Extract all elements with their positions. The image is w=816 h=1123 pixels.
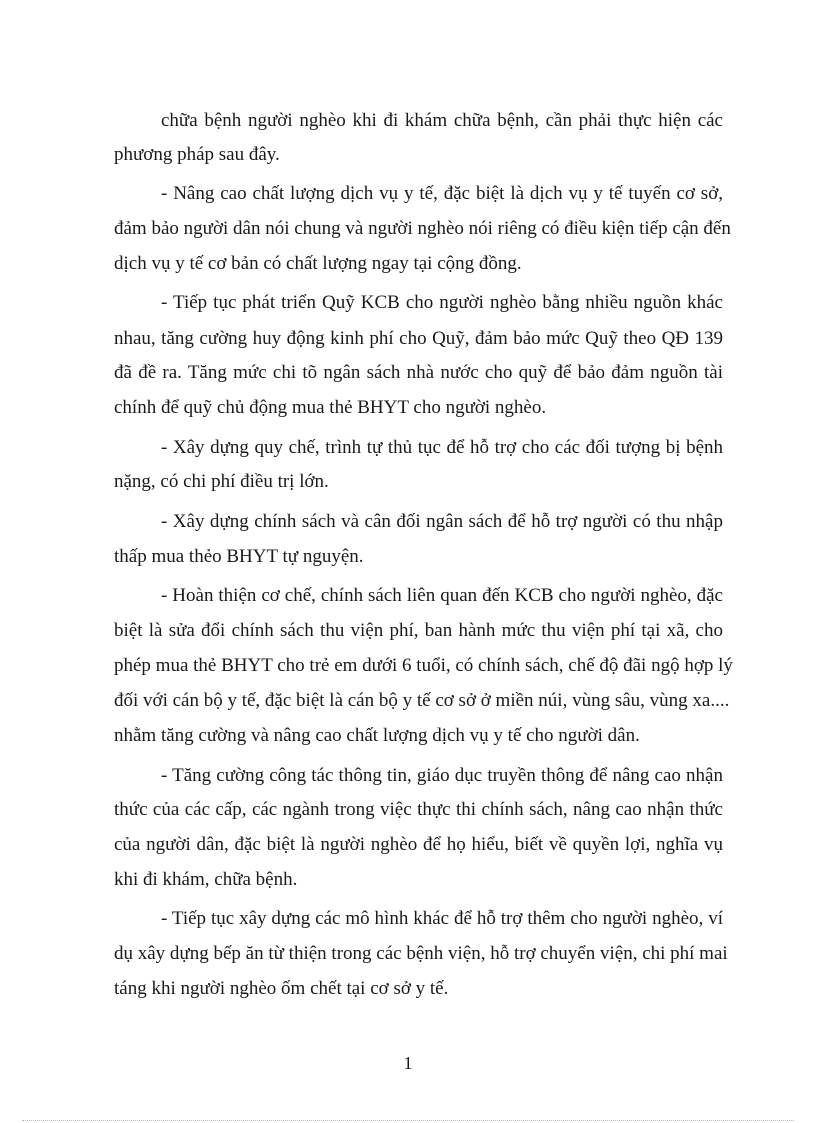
text-line: dịch vụ y tế cơ bản có chất lượng ngay tại cộng đồng.: [114, 253, 522, 274]
page-number: 1: [403, 1053, 413, 1073]
text-line: chữa bệnh người nghèo khi đi khám chữa bệnh, cần phải thực hiện các: [161, 110, 723, 131]
text-line: thức của các cấp, các ngành trong việc thực thi chính sách, nâng cao nhận thức: [114, 799, 723, 820]
text-line: thấp mua thẻo BHYT tự nguyện.: [114, 546, 364, 567]
text-line: - Tiếp tục xây dựng các mô hình khác để hỗ trợ thêm cho người nghèo, ví: [161, 908, 723, 929]
text-line: táng khi người nghèo ốm chết tại cơ sở y tế.: [114, 978, 449, 999]
text-line: chính để quỹ chủ động mua thẻ BHYT cho người nghèo.: [114, 397, 547, 418]
text-line: đảm bảo người dân nói chung và người nghèo nói riêng có điều kiện tiếp cận đến: [114, 218, 731, 239]
text-line: - Xây dựng chính sách và cân đối ngân sách để hỗ trợ người có thu nhập: [161, 511, 723, 532]
text-line: nặng, có chi phí điều trị lớn.: [114, 471, 329, 492]
page-bottom-divider: [22, 1120, 794, 1121]
text-line: - Tiếp tục phát triển Quỹ KCB cho người nghèo bằng nhiều nguồn khác: [161, 292, 723, 313]
text-line: khi đi khám, chữa bệnh.: [114, 869, 298, 890]
text-line: phương pháp sau đây.: [114, 144, 280, 165]
text-line: nhằm tăng cường và nâng cao chất lượng dịch vụ y tế cho người dân.: [114, 725, 640, 746]
text-line: - Hoàn thiện cơ chế, chính sách liên quan đến KCB cho người nghèo, đặc: [161, 585, 723, 606]
text-line: nhau, tăng cường huy động kinh phí cho Quỹ, đảm bảo mức Quỹ theo QĐ 139: [114, 328, 723, 349]
text-line: của người dân, đặc biệt là người nghèo để họ hiểu, biết về quyền lợi, nghĩa vụ: [114, 834, 723, 855]
text-line: đối với cán bộ y tế, đặc biệt là cán bộ y tế cơ sở ở miền núi, vùng sâu, vùng xa....: [114, 690, 730, 711]
text-line: dụ xây dựng bếp ăn từ thiện trong các bệnh viện, hỗ trợ chuyển viện, chi phí mai: [114, 943, 728, 964]
text-line: đã đề ra. Tăng mức chi tõ ngân sách nhà nước cho quỹ để bảo đảm nguồn tài: [114, 362, 723, 383]
text-line: - Tăng cường công tác thông tin, giáo dục truyền thông để nâng cao nhận: [161, 765, 723, 786]
text-line: phép mua thẻ BHYT cho trẻ em dưới 6 tuổi, có chính sách, chế độ đãi ngộ hợp lý: [114, 655, 733, 676]
text-line: - Nâng cao chất lượng dịch vụ y tế, đặc biệt là dịch vụ y tế tuyến cơ sở,: [161, 183, 723, 204]
text-line: biệt là sửa đổi chính sách thu viện phí, ban hành mức thu viện phí tại xã, cho: [114, 620, 723, 641]
text-line: - Xây dựng quy chế, trình tự thủ tục để hỗ trợ cho các đối tượng bị bệnh: [161, 437, 723, 458]
